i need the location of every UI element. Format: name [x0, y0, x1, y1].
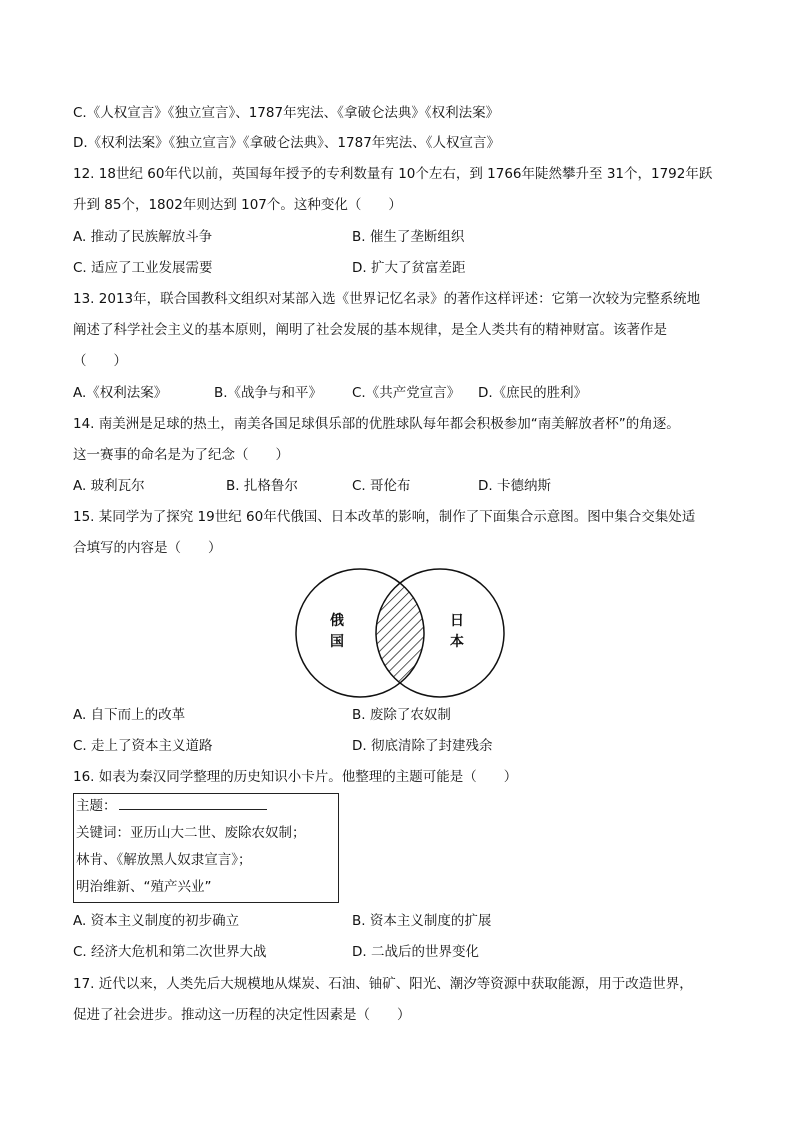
q14-option-c: C. 哥伦布 [352, 478, 411, 494]
q16-option-b: B. 资本主义制度的扩展 [352, 913, 492, 929]
card-topic-blank [119, 797, 267, 810]
q12-option-a: A. 推动了民族解放斗争 [73, 229, 213, 245]
card-topic-row [76, 797, 267, 815]
q13-stem-line3: （ ） [73, 353, 127, 369]
card-topic-label: 主题： [76, 798, 117, 814]
q13-option-c: C.《共产党宣言》 [352, 385, 461, 401]
q14-option-b: B. 扎格鲁尔 [226, 478, 298, 494]
q11-option-d: D.《权利法案》《独立宣言》《拿破仑法典》、1787年宪法、《人权宣言》 [73, 135, 501, 151]
q13-option-a: A.《权利法案》 [73, 385, 168, 401]
q14-option-a: A. 玻利瓦尔 [73, 478, 145, 494]
q16-option-d: D. 二战后的世界变化 [352, 944, 479, 960]
q16-option-c: C. 经济大危机和第二次世界大战 [73, 944, 267, 960]
q15-option-b: B. 废除了农奴制 [352, 707, 451, 723]
venn-label-russia-1: 俄 [330, 613, 344, 629]
q13-option-d: D.《庶民的胜利》 [478, 385, 588, 401]
venn-label-japan-1: 日 [450, 613, 464, 629]
venn-label-russia-2: 国 [330, 634, 344, 650]
q15-option-d: D. 彻底清除了封建残余 [352, 738, 493, 754]
q16-option-a: A. 资本主义制度的初步确立 [73, 913, 240, 929]
q15-stem-line2: 合填写的内容是（ ） [73, 540, 222, 556]
q14-stem-line1: 14. 南美洲是足球的热土，南美各国足球俱乐部的优胜球队每年都会积极参加“南美解放者杯”的角逐。 [73, 416, 680, 432]
q14-stem-line2: 这一赛事的命名是为了纪念（ ） [73, 447, 289, 463]
q13-stem-line1: 13. 2013年，联合国教科文组织对某部入选《世界记忆名录》的著作这样评述：它第一次较为完整系统地 [73, 291, 701, 307]
q15-stem-line1: 15. 某同学为了探究 19世纪 60年代俄国、日本改革的影响，制作了下面集合示意图。图中集合交集处适 [73, 509, 696, 525]
q12-option-b: B. 催生了垄断组织 [352, 229, 465, 245]
q12-option-d: D. 扩大了贫富差距 [352, 260, 466, 276]
q13-stem-line2: 阐述了科学社会主义的基本原则，阐明了社会发展的基本规律，是全人类共有的精神财富。该著作是 [73, 322, 667, 338]
q12-stem-line2: 升到 85个，1802年则达到 107个。这种变化（ ） [73, 197, 402, 213]
q12-stem-line1: 12. 18世纪 60年代以前，英国每年授予的专利数量有 10个左右，到 1766年陡然攀升至 31个，1792年跃 [73, 166, 713, 182]
q13-option-b: B.《战争与和平》 [214, 385, 323, 401]
venn-label-japan-2: 本 [450, 634, 464, 650]
card-keywords-3: 明治维新、“殖产兴业” [76, 879, 212, 895]
q15-option-a: A. 自下而上的改革 [73, 707, 186, 723]
knowledge-card [73, 793, 339, 903]
q16-stem: 16. 如表为秦汉同学整理的历史知识小卡片。他整理的主题可能是（ ） [73, 769, 518, 785]
card-keywords-1: 关键词：亚历山大二世、废除农奴制； [76, 825, 306, 841]
card-keywords-2: 林肯、《解放黑人奴隶宣言》； [76, 852, 252, 868]
venn-diagram [295, 567, 505, 699]
q11-option-c: C.《人权宣言》《独立宣言》、1787年宪法、《拿破仑法典》《权利法案》 [73, 105, 500, 121]
q17-stem-line2: 促进了社会进步。推动这一历程的决定性因素是（ ） [73, 1007, 411, 1023]
q15-option-c: C. 走上了资本主义道路 [73, 738, 213, 754]
q12-option-c: C. 适应了工业发展需要 [73, 260, 213, 276]
q14-option-d: D. 卡德纳斯 [478, 478, 551, 494]
q17-stem-line1: 17. 近代以来，人类先后大规模地从煤炭、石油、铀矿、阳光、潮汐等资源中获取能源，用于改造世界， [73, 976, 693, 992]
